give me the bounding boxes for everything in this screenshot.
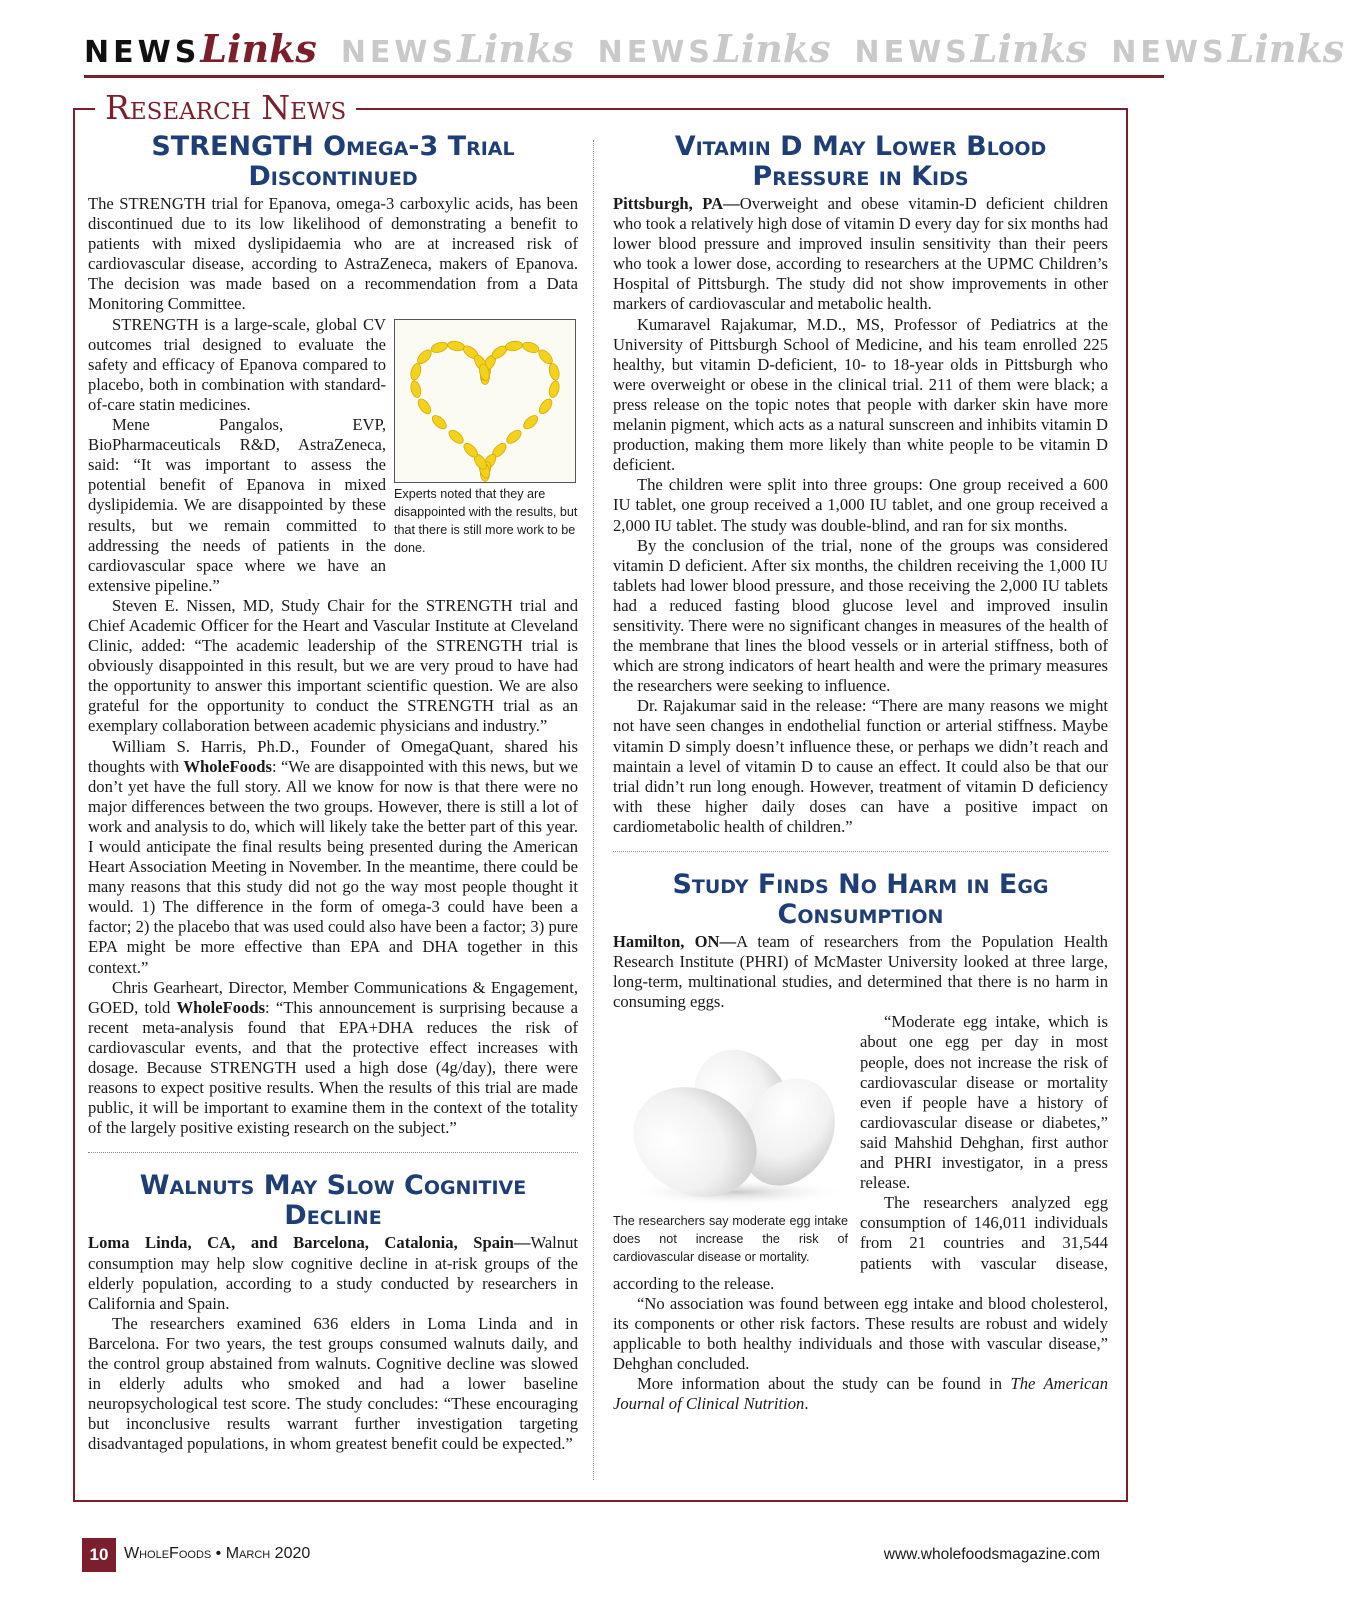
article-headline: Study Finds No Harm in Egg Consumption — [672, 869, 1049, 930]
masthead-logo-repeat: NEWSLinks — [340, 26, 574, 71]
article-paragraph: Steven E. Nissen, MD, Study Chair for the STRENGTH trial and Chief Academic Officer for the Heart and Vascular Institute at Cleveland Clinic, added: “The academic leadership of the STRENGTH trial is obviously disappointed in this result, but we are very proud to have had the opportunity to answer this important scientific question. We are also grateful for the opportunity to conduct the STRENGTH trial as an exemplary collaboration between academic physicians and industry.” — [88, 595, 578, 736]
masthead-logo: NEWSLinks — [84, 26, 317, 71]
page-number: 10 — [82, 1538, 116, 1572]
footer-website: www.wholefoodsmagazine.com — [883, 1546, 1100, 1563]
article-paragraph: The researchers examined 636 elders in Loma Linda and in Barcelona. For two years, the test groups consumed walnuts daily, and the control group abstained from walnuts. Cognitive decline was slowed in elderly adults who smoked and had a lower baseline neuropsychological test score. The study concludes: “These encouraging but inconclusive results warrant further investigation targeting disadvantaged populations, in whom greatest benefit could be expected.” — [88, 1313, 578, 1454]
masthead — [84, 26, 1345, 71]
article-paragraph: “No association was found between egg intake and blood cholesterol, its components or other risk factors. These results are robust and widely applicable to both healthy individuals and those with vascular disease,” Dehghan concluded. — [613, 1293, 1108, 1373]
article-headline: Walnuts May Slow Cognitive Decline — [139, 1170, 527, 1232]
article-paragraph: The STRENGTH trial for Epanova, omega-3 carboxylic acids, has been discontinued due to its low likelihood of demonstrating a benefit to patients with mixed dyslipidaemia who are at increased risk of cardiovascular disease, according to AstraZeneca, makers of Epanova. The decision was made based on a recommendation from a Data Monitoring Committee. — [88, 194, 578, 314]
article-paragraph: STRENGTH is a large-scale, global CV outcomes trial designed to evaluate the safety and efficacy of Epanova compared to placebo, both in combination with standard-of-care statin medicines. — [88, 314, 386, 414]
masthead-logo-repeat: NEWSLinks — [1111, 26, 1345, 71]
dateline: Hamilton, ON— — [613, 932, 737, 951]
article-separator — [613, 851, 1108, 852]
article-headline: Vitamin D May Lower Blood Pressure in Kids — [674, 131, 1047, 192]
publication-name: WholeFoods — [183, 756, 272, 776]
masthead-logo-repeat: NEWSLinks — [597, 26, 831, 71]
article-paragraph: By the conclusion of the trial, none of the groups was considered vitamin D deficient. After six months, the children receiving the 1,000 IU tablets had lower blood pressure, and those receiving the 2,000 IU tablets had a reduced fasting blood glucose level and improved insulin sensitivity. There were no significant changes in measures of the health of the membrane that lines the blood vessels or in arterial stiffness, both of which are strong indicators of heart health and were the primary measures the researchers were seeking to influence. — [613, 535, 1108, 696]
right-column — [613, 132, 1108, 1414]
article-paragraph: “Moderate egg intake, which is about one egg per day in most people, does not increase the risk of cardiovascular disease or mortality even if people have a history of cardiovascular disease or diabetes,” said Mahshid Dehghan, first author and PHRI investigator, in a press release. — [860, 1012, 1108, 1193]
article-lead: Pittsburgh, PA—Overweight and obese vitamin-D deficient children who took a relatively high dose of vitamin D every day for six months had lower blood pressure and improved insulin sensitivity than their peers who took a lower dose, according to researchers at the UPMC Children’s Hospital of Pittsburgh. The study did not show improvements in other markers of cardiovascular and metabolic health. — [613, 194, 1108, 314]
article-lead: Loma Linda, CA, and Barcelona, Catalonia, Spain—Walnut consumption may help slow cognitive decline in at-risk groups of the elderly population, according to a study conducted by researchers in California and Spain. — [88, 1233, 578, 1313]
article-walnuts — [88, 1171, 578, 1454]
article-paragraph: The researchers analyzed egg consumption of 146,011 individuals from 21 countries and 31,544 patients with vascular disease, according to the release. — [613, 1193, 1108, 1293]
publication-name: WholeFoods — [176, 997, 266, 1017]
article-paragraph-closing: More information about the study can be found in The American Journal of Clinical Nutrition. — [613, 1374, 1108, 1414]
column-divider — [593, 140, 594, 1480]
eggs-photo — [613, 1020, 848, 1210]
photo-caption: Experts noted that they are disappointed with the results, but that there is still more work to be done. — [394, 486, 578, 555]
masthead-rule — [84, 75, 1164, 78]
left-column — [88, 132, 578, 1454]
article-paragraph: Mene Pangalos, EVP, BioPharmaceuticals R&D, AstraZeneca, said: “It was important to assess the potential benefit of Epanova in mixed dyslipidemia. We are disappointed by these results, but we remain committed to addressing the needs of patients in the cardiovascular space where we have an extensive pipeline.” — [88, 415, 386, 595]
article-strength — [88, 132, 578, 1138]
dateline: Loma Linda, CA, and Barcelona, Catalonia, Spain— — [88, 1233, 531, 1253]
photo-caption: The researchers say moderate egg intake does not increase the risk of cardiovascular disease or mortality. — [613, 1214, 848, 1265]
dateline: Pittsburgh, PA— — [613, 194, 740, 213]
article-eggs — [613, 870, 1108, 1414]
article-paragraph-gearheart: Chris Gearheart, Director, Member Communications & Engagement, GOED, told WholeFoods: “This announcement is surprising because a recent meta-analysis found that EPA+DHA reduces the risk of cardiovascular events, and that the protective effect increases with dosage. Because STRENGTH used a high dose (4g/day), there were reasons to expect positive results. When the results of this trial are made public, it will be important to examine them in the context of the totality of the largely positive existing research on the subject.” — [88, 977, 578, 1138]
masthead-logo-repeat: NEWSLinks — [854, 26, 1088, 71]
article-paragraph: Dr. Rajakumar said in the release: “There are many reasons we might not have seen changes in endothelial function or arterial stiffness. Maybe vitamin D simply doesn’t influence these, or perhaps we didn’t reach and maintain a level of vitamin D to cause an effect. It could also be that our trial didn’t run long enough. However, treatment of vitamin D deficiency with these higher daily doses can have a positive impact on cardiometabolic health of children.” — [613, 696, 1108, 836]
article-headline: STRENGTH Omega-3 Trial Discontinued — [151, 131, 515, 192]
heart-photo-figure — [394, 319, 578, 557]
egg-photo-figure — [613, 1020, 848, 1266]
heart-capsules-photo — [394, 319, 576, 483]
section-title: Research News — [95, 88, 356, 127]
article-lead: Hamilton, ON—A team of researchers from the Population Health Research Institute (PHRI) of McMaster University looked at three large, long-term, multinational studies, and determined that there is no harm in consuming eggs. — [613, 932, 1108, 1012]
article-separator — [88, 1152, 578, 1153]
article-paragraph-harris: William S. Harris, Ph.D., Founder of OmegaQuant, shared his thoughts with WholeFoods: “We are disappointed with this news, but we don’t yet have the full story. All we know for now is that there were no major differences between the two groups. However, there is still a lot of work and analysis to do, which will likely take the better part of this year. I would anticipate the final results being presented during the American Heart Association Meeting in November. In the meantime, there could be many reasons that this study did not go the way most people thought it would. 1) The difference in the form of omega-3 could have been a factor; 2) the placebo that was used could also have been a factor; 3) pure EPA might be more effective than EPA and DHA together in this context.” — [88, 736, 578, 977]
article-vitamin-d — [613, 132, 1108, 837]
journal-title: The American Journal of Clinical Nutrition — [613, 1374, 1108, 1414]
footer-publication: WholeFoods • March 2020 — [124, 1545, 311, 1562]
article-paragraph: Kumaravel Rajakumar, M.D., MS, Professor of Pediatrics at the University of Pittsburgh School of Medicine, and his team enrolled 225 healthy, but vitamin D-deficient, 10- to 18-year olds in Pittsburgh who were overweight or obese in the clinical trial. 211 of them were black; a press release on the topic notes that people with darker skin have more melanin pigment, which acts as a natural sunscreen and inhibits vitamin D production, making them more likely than white people to be vitamin D deficient. — [613, 314, 1108, 475]
article-paragraph: The children were split into three groups: One group received a 600 IU tablet, one group received a 1,000 IU tablet, and one group received a 2,000 IU tablet. The study was double-blind, and ran for six months. — [613, 475, 1108, 535]
